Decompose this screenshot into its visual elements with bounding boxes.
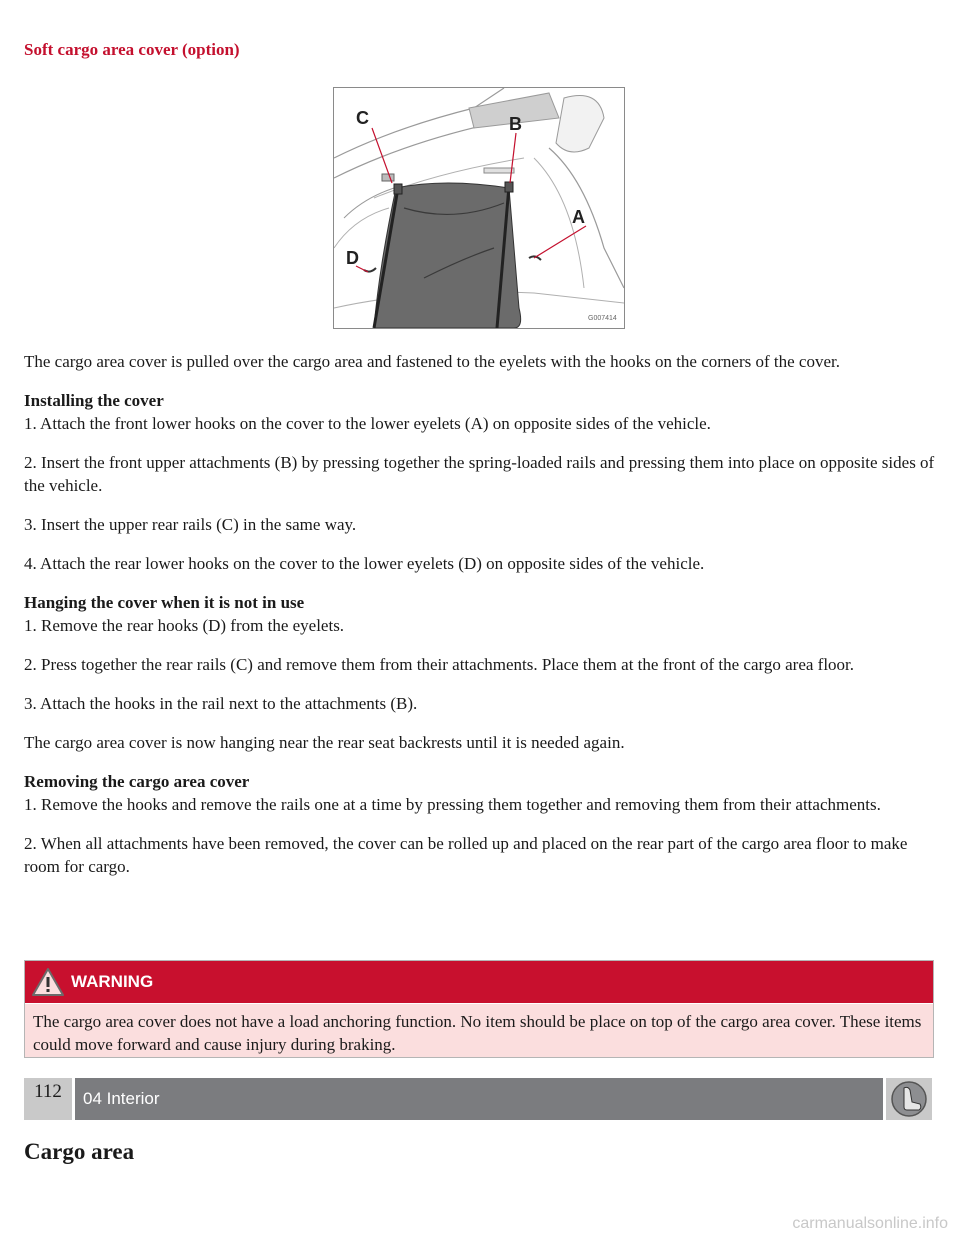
hang-step-1: 1. Remove the rear hooks (D) from the eyelets. (24, 616, 345, 635)
remove-heading: Removing the cargo area cover (24, 772, 250, 791)
watermark (0, 1212, 960, 1235)
body-text (24, 350, 936, 894)
install-step-3: 3. Insert the upper rear rails (C) in the same way. (24, 515, 357, 534)
seat-icon (886, 1078, 932, 1120)
install-heading: Installing the cover (24, 391, 164, 410)
warning-box (24, 960, 934, 1058)
figure-code: G007414 (588, 315, 617, 322)
intro-paragraph: The cargo area cover is pulled over the cargo area and fastened to the eyelets with the hooks on the corners of the cover. (24, 352, 840, 371)
install-block (24, 389, 936, 435)
cargo-cover-illustration (333, 87, 625, 329)
chapter-icon-box (886, 1078, 932, 1120)
install-step-1: 1. Attach the front lower hooks on the cover to the lower eyelets (A) on opposite sides of the vehicle. (24, 414, 711, 433)
page-footer (24, 1078, 932, 1120)
hang-block (24, 591, 936, 637)
remove-step-2: 2. When all attachments have been removed, the cover can be rolled up and placed on the rear part of the cargo area floor to make room for cargo. (24, 834, 908, 876)
hang-note: The cargo area cover is now hanging near the rear seat backrests until it is needed again. (24, 733, 625, 752)
hang-step-2: 2. Press together the rear rails (C) and remove them from their attachments. Place them at the front of the cargo area floor. (24, 655, 855, 674)
cargo-area-drawing (334, 88, 624, 328)
label-d: D (346, 248, 359, 268)
watermark-text: carmanualsonline.info (792, 1215, 948, 1232)
label-b: B (509, 114, 522, 134)
hang-step-3: 3. Attach the hooks in the rail next to the attachments (B). (24, 694, 418, 713)
remove-step-1: 1. Remove the hooks and remove the rails one at a time by pressing them together and removing them from their attachments. (24, 795, 881, 814)
page-number: 112 (24, 1078, 72, 1120)
install-step-2: 2. Insert the front upper attachments (B) by pressing together the spring-loaded rails and pressing them into place on opposite sides of the vehicle. (24, 453, 935, 495)
warning-text: The cargo area cover does not have a load anchoring function. No item should be place on top of the cargo area cover. These items could move forward and cause injury during braking. (33, 1012, 922, 1054)
warning-title: WARNING (71, 972, 154, 991)
section-title: Soft cargo area cover (option) (24, 40, 240, 59)
chapter-title: 04 Interior (83, 1089, 160, 1108)
warning-header (25, 961, 933, 1004)
next-section-title: Cargo area (24, 1139, 135, 1164)
hang-heading: Hanging the cover when it is not in use (24, 593, 305, 612)
install-step-4: 4. Attach the rear lower hooks on the cover to the lower eyelets (D) on opposite sides of the vehicle. (24, 554, 705, 573)
remove-block (24, 770, 936, 816)
warning-triangle-icon (31, 967, 65, 997)
chapter-bar (75, 1078, 883, 1120)
label-a: A (572, 207, 585, 227)
label-c: C (356, 108, 369, 128)
